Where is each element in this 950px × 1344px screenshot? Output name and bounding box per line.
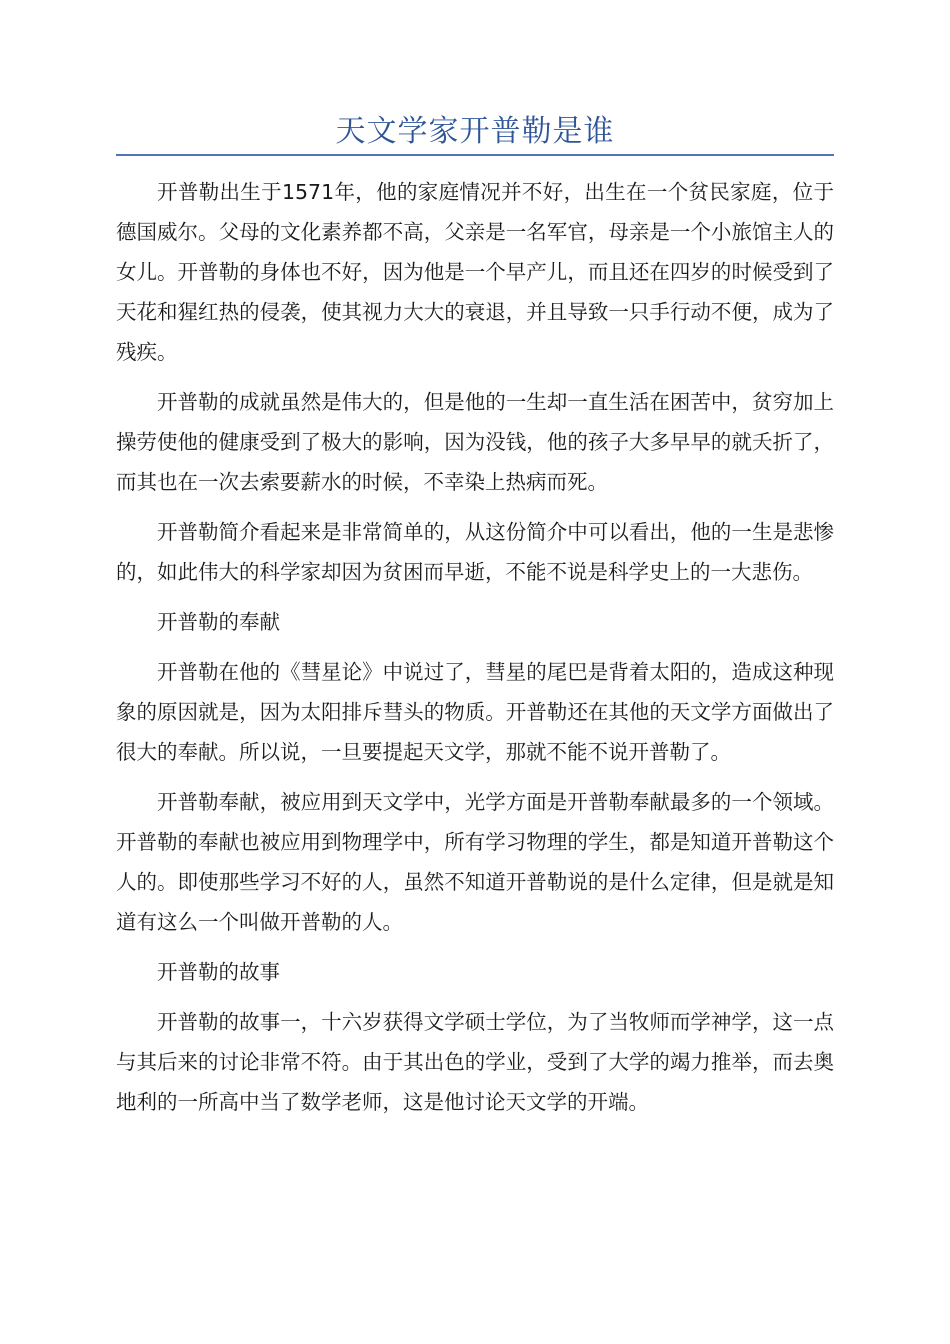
paragraph-story-one: 开普勒的故事一，十六岁获得文学硕士学位，为了当牧师而学神学，这一点与其后来的讨论非常不符。由于其出色的学业，受到了大学的竭力推举，而去奥地利的一所高中当了数学老师，这是他讨论天文学的开端。 (116, 1010, 834, 1114)
paragraph-comet-theory: 开普勒在他的《彗星论》中说过了，彗星的尾巴是背着太阳的，造成这种现象的原因就是，因为太阳排斥彗头的物质。开普勒还在其他的天文学方面做出了很大的奉献。所以说，一旦要提起天文学，那就不能不说开普勒了。 (116, 660, 834, 764)
document-body (116, 172, 834, 1132)
section-heading-story: 开普勒的故事 (157, 960, 280, 984)
section-heading-contribution: 开普勒的奉献 (157, 610, 280, 634)
paragraph-summary: 开普勒简介看起来是非常简单的，从这份简介中可以看出，他的一生是悲惨的，如此伟大的科学家却因为贫困而早逝，不能不说是科学史上的一大悲伤。 (116, 520, 834, 584)
paragraph-birth: 开普勒出生于1571年，他的家庭情况并不好，出生在一个贫民家庭，位于德国威尔。父母的文化素养都不高，父亲是一名军官，母亲是一个小旅馆主人的女儿。开普勒的身体也不好，因为他是一个早产儿，而且还在四岁的时候受到了天花和猩红热的侵袭，使其视力大大的衰退，并且导致一只手行动不便，成为了残疾。 (116, 180, 834, 364)
paragraph-hardship: 开普勒的成就虽然是伟大的，但是他的一生却一直生活在困苦中，贫穷加上操劳使他的健康受到了极大的影响，因为没钱，他的孩子大多早早的就夭折了，而其也在一次去索要薪水的时候，不幸染上热病而死。 (116, 390, 834, 494)
paragraph-contribution-fields: 开普勒奉献，被应用到天文学中，光学方面是开普勒奉献最多的一个领域。开普勒的奉献也被应用到物理学中，所有学习物理的学生，都是知道开普勒这个人的。即使那些学习不好的人，虽然不知道开普勒说的是什么定律，但是就是知道有这么一个叫做开普勒的人。 (116, 790, 834, 934)
title-underline (116, 154, 834, 156)
page-title: 天文学家开普勒是谁 (335, 114, 615, 149)
